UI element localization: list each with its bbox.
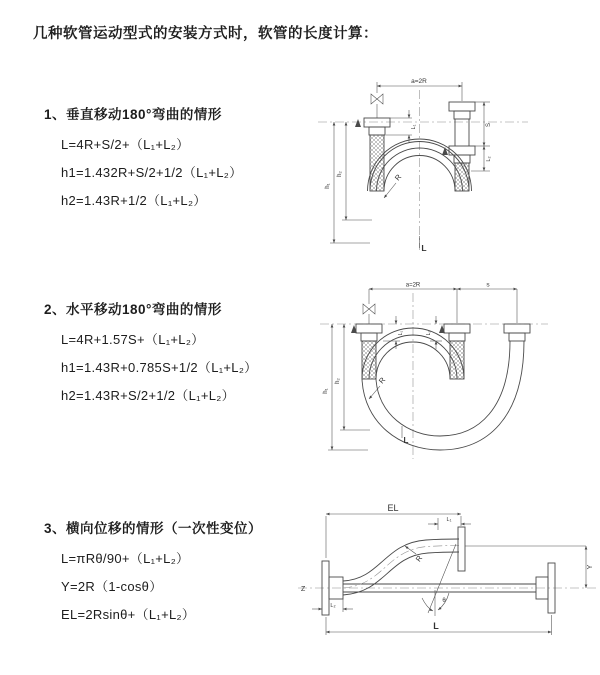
dimension-l1 (428, 517, 471, 530)
angle-theta-construction (422, 544, 456, 616)
right-riser-fitting (504, 324, 530, 341)
formula-line: h2=1.43R+1/2（L₁+L₂） (61, 193, 207, 208)
diagram-lateral-displacement (296, 500, 600, 655)
radius-label: R (413, 553, 425, 564)
dim-label-y: Y (587, 564, 594, 570)
dimension-el (326, 503, 461, 558)
valve-icon (363, 289, 375, 324)
dim-label-l2: L₂ (426, 330, 432, 336)
formula-line: Y=2R（1-cosθ） (61, 579, 163, 594)
centerlines (318, 90, 528, 250)
section-1-heading: 1、垂直移动180°弯曲的情形 (44, 107, 222, 122)
datum-z-mark (301, 586, 306, 593)
dim-label-s: S (486, 122, 492, 128)
centerlines (320, 289, 548, 459)
length-label: L (421, 243, 427, 253)
radius-callout (405, 546, 425, 563)
left-riser-fitting (351, 324, 382, 379)
formula-line: h1=1.43R+0.785S+1/2（L₁+L₂） (61, 360, 258, 375)
diagram-vertical-180-bend (312, 74, 564, 259)
left-riser-fitting (355, 118, 390, 191)
dimension-a-2r (369, 283, 457, 290)
s-curve-hose-displaced (343, 539, 459, 595)
formula-line: EL=2Rsinθ+（L₁+L₂） (61, 607, 196, 622)
dim-label-l1: L₁ (398, 330, 404, 336)
radius-label: R (376, 375, 388, 386)
formula-line: L=4R+S/2+（L₁+L₂） (61, 137, 190, 152)
dimension-l2 (471, 146, 492, 171)
theta-label: θ (442, 598, 446, 604)
dim-label-a2r: a=2R (405, 282, 421, 289)
top-right-flange-fitting (458, 527, 586, 571)
section-1 (44, 103, 242, 215)
dimension-h1 (323, 324, 368, 450)
section-2 (44, 298, 257, 410)
dimension-h1 (325, 122, 370, 243)
dim-label-l1: L₁ (411, 124, 417, 130)
dimension-h2 (337, 122, 372, 220)
dimension-l2 (312, 599, 353, 612)
section-3-formulas (61, 545, 262, 629)
page-title: 几种软管运动型式的安装方式时，软管的长度计算： (33, 26, 378, 42)
dim-label-l1: L₁ (446, 517, 452, 523)
length-label: L (403, 436, 409, 445)
dimension-y (586, 546, 594, 588)
dimension-s (475, 102, 492, 146)
length-callout (402, 426, 409, 445)
section-2-heading: 2、水平移动180°弯曲的情形 (44, 302, 222, 317)
datum-label: Z (301, 586, 306, 593)
dim-label-l2: L₂ (486, 156, 492, 162)
length-callout (420, 236, 427, 253)
formula-line: L=πRθ/90+（L₁+L₂） (61, 551, 190, 566)
formula-line: h2=1.43R+S/2+1/2（L₁+L₂） (61, 388, 235, 403)
length-label: L (433, 621, 439, 631)
dimension-l1 (386, 110, 417, 143)
dimension-l (326, 615, 552, 635)
formula-line: h1=1.432R+S/2+1/2（L₁+L₂） (61, 165, 243, 180)
dim-label-el: EL (387, 503, 399, 513)
dim-label-h1: h₁ (323, 388, 329, 394)
dim-label-h1: h₁ (325, 183, 331, 189)
dim-label-a2r: a=2R (411, 78, 427, 85)
radius-label: R (392, 172, 404, 183)
up-arrow (355, 119, 361, 127)
valve-icon (371, 94, 383, 118)
dim-label-s: s (486, 281, 490, 289)
middle-riser-fitting (439, 324, 470, 379)
section-1-formulas (61, 131, 242, 215)
section-3 (44, 517, 262, 629)
formula-line: L=4R+1.57S+（L₁+L₂） (61, 332, 205, 347)
diagram-horizontal-180-bend (312, 279, 564, 469)
dim-label-h2: h₂ (335, 378, 341, 384)
dim-label-h2: h₂ (337, 171, 343, 177)
dim-label-l2: L₂ (330, 603, 336, 609)
dimension-s (457, 282, 517, 290)
section-2-formulas (61, 326, 257, 410)
section-3-heading: 3、横向位移的情形（一次性变位） (44, 521, 263, 536)
